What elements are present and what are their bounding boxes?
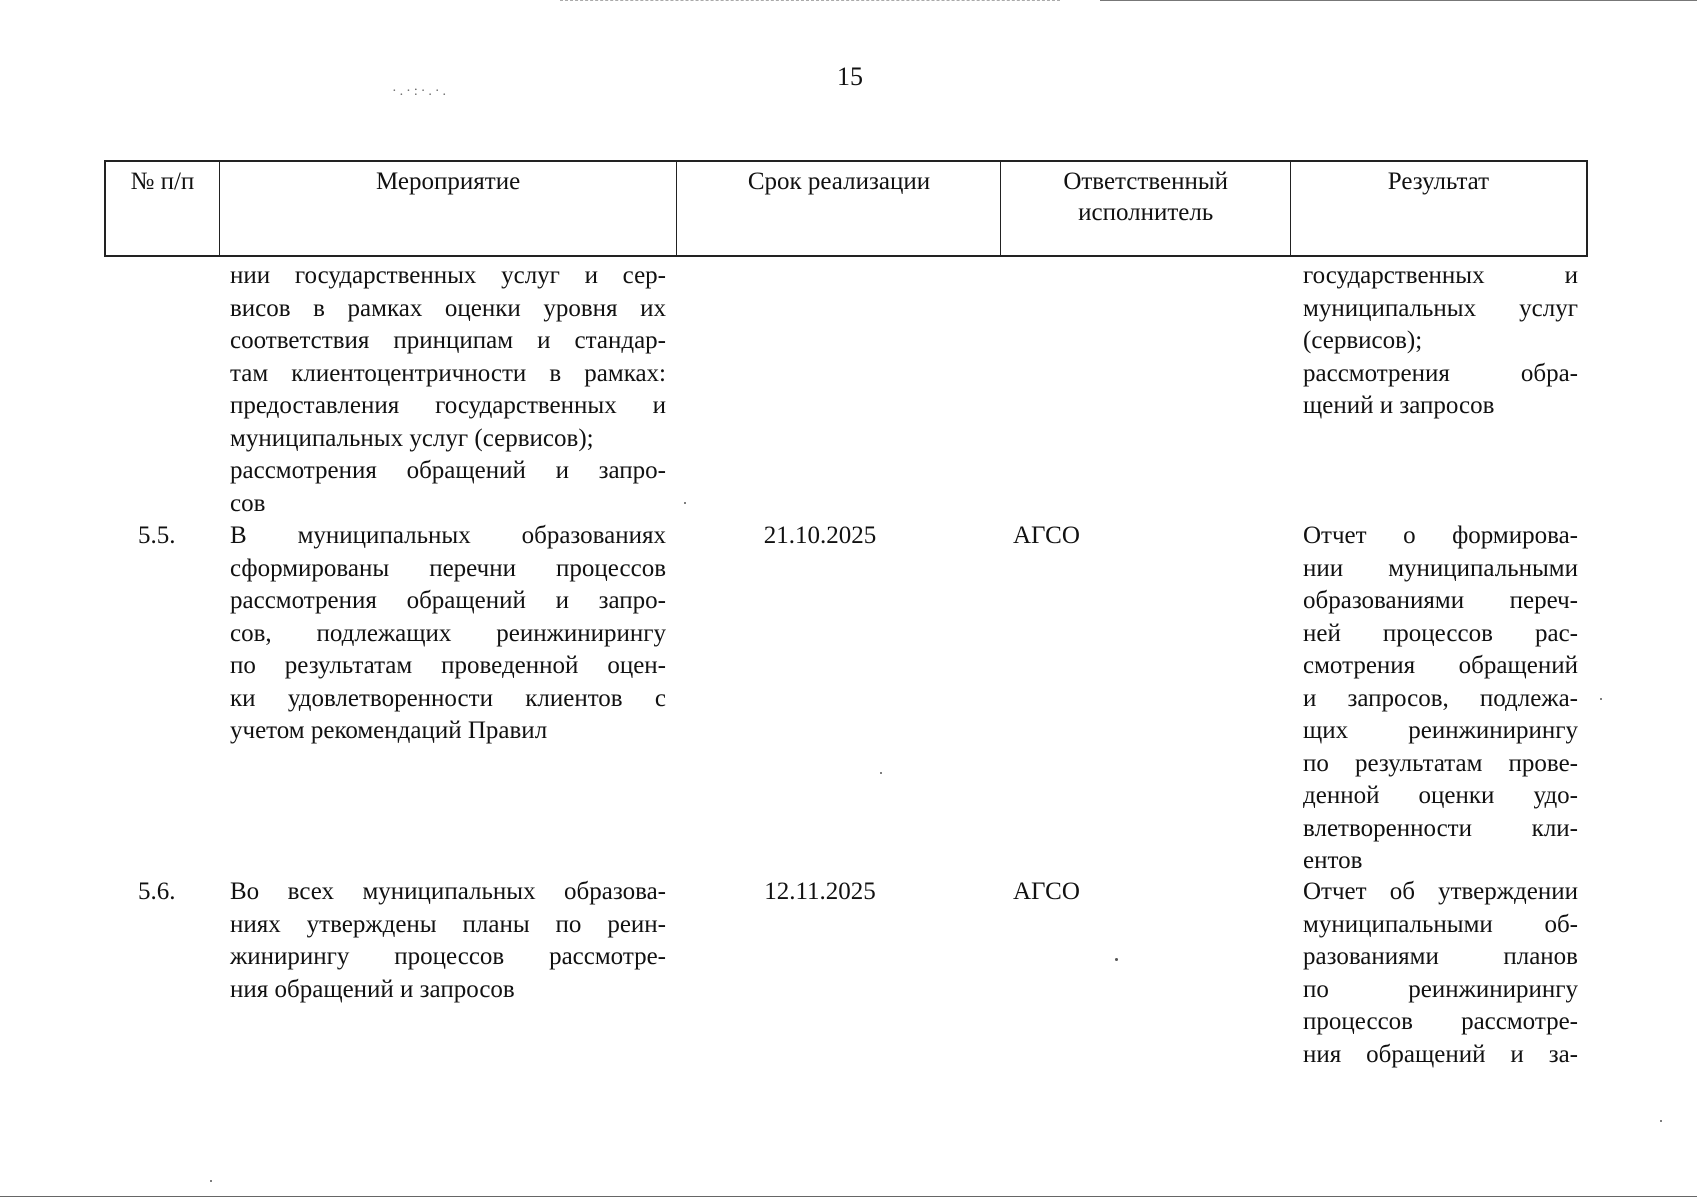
- text-line: разованиями планов: [1303, 943, 1578, 970]
- table-header: [104, 160, 1588, 257]
- row-result-cell: [1303, 876, 1578, 1071]
- text-line: ния обращений и за-: [1303, 1040, 1578, 1068]
- text-line: щений и запросов: [1303, 392, 1495, 419]
- text-line: государственных и: [1303, 262, 1578, 289]
- scan-speck: [1600, 698, 1602, 700]
- text-line: сов, подлежащих реинжинирингу: [230, 619, 666, 647]
- text-line: (сервисов);: [1303, 327, 1423, 354]
- text-line: Во всех муниципальных образова-: [230, 878, 666, 905]
- text-line: по результатам проведенной оцен-: [230, 652, 666, 679]
- text-line: ней процессов рас-: [1303, 619, 1578, 647]
- row-event-cell: [230, 520, 666, 748]
- text-line: смотрения обращений: [1303, 652, 1578, 679]
- row-number: 5.6.: [138, 878, 176, 905]
- text-line: влетворенности кли-: [1303, 814, 1578, 842]
- text-line: ентов: [1303, 847, 1363, 874]
- text-line: Отчет об утверждении: [1303, 878, 1578, 905]
- text-line: муниципальными об-: [1303, 910, 1578, 938]
- row-number: 5.5.: [138, 522, 176, 549]
- row-deadline: 12.11.2025: [764, 878, 876, 905]
- text-line: Отчет о формирова-: [1303, 522, 1578, 549]
- text-line: рассмотрения обра-: [1303, 359, 1578, 387]
- text-line: ния обращений и запросов: [230, 975, 515, 1003]
- text-line: муниципальных услуг (сервисов);: [230, 424, 594, 452]
- text-line: щих реинжинирингу: [1303, 717, 1578, 744]
- text-line: рассмотрения обращений и запро-: [230, 587, 666, 614]
- text-line: рассмотрения обращений и запро-: [230, 457, 666, 484]
- scan-speck: [1660, 1120, 1662, 1122]
- row-responsible: АГСО: [1013, 522, 1080, 549]
- row-deadline: 21.10.2025: [763, 522, 877, 549]
- text-line: там клиентоцентричности в рамках:: [230, 359, 666, 387]
- row-event-cell: [230, 876, 666, 1006]
- continued-result-cell: [1303, 260, 1578, 423]
- text-line: муниципальных услуг: [1303, 294, 1578, 322]
- header-deadline: Срок реализации: [677, 162, 1001, 255]
- scan-speck: [210, 1180, 212, 1182]
- text-line: по реинжинирингу: [1303, 975, 1578, 1003]
- continued-event-cell: [230, 260, 666, 520]
- scan-speck: [684, 502, 686, 504]
- scan-edge-bottom: [0, 1196, 1697, 1197]
- row-result-cell: [1303, 520, 1578, 878]
- scan-edge-top-left: [560, 0, 1060, 1]
- text-line: ниях утверждены планы по реин-: [230, 910, 666, 938]
- text-line: жинирингу процессов рассмотре-: [230, 943, 666, 970]
- text-line: учетом рекомендаций Правил: [230, 717, 548, 744]
- text-line: процессов рассмотре-: [1303, 1008, 1578, 1035]
- row-responsible: АГСО: [1013, 878, 1080, 905]
- scan-speck: [880, 772, 882, 774]
- header-result: Результат: [1387, 168, 1490, 195]
- text-line: образованиями переч-: [1303, 587, 1578, 614]
- text-line: соответствия принципам и стандар-: [230, 327, 666, 354]
- header-num: № п/п: [106, 162, 220, 255]
- text-line: ки удовлетворенности клиентов с: [230, 684, 666, 712]
- header-responsible: Ответственный исполнитель: [1001, 162, 1290, 255]
- text-line: В муниципальных образованиях: [230, 522, 666, 549]
- scan-edge-top: [1100, 0, 1697, 1]
- text-line: сформированы перечни процессов: [230, 554, 666, 582]
- scan-speck: [1115, 958, 1118, 961]
- text-line: по результатам прове-: [1303, 749, 1578, 777]
- text-line: нии муниципальными: [1303, 554, 1578, 582]
- page-number: 15: [837, 62, 863, 91]
- text-line: и запросов, подлежа-: [1303, 684, 1578, 712]
- header-event: Мероприятие: [220, 162, 678, 255]
- text-line: нии государственных услуг и сер-: [230, 262, 666, 289]
- text-line: сов: [230, 489, 266, 517]
- text-line: денной оценки удо-: [1303, 782, 1578, 809]
- scan-noise: ·.·:·.·.: [392, 84, 450, 99]
- text-line: висов в рамках оценки уровня их: [230, 294, 666, 322]
- text-line: предоставления государственных и: [230, 392, 666, 419]
